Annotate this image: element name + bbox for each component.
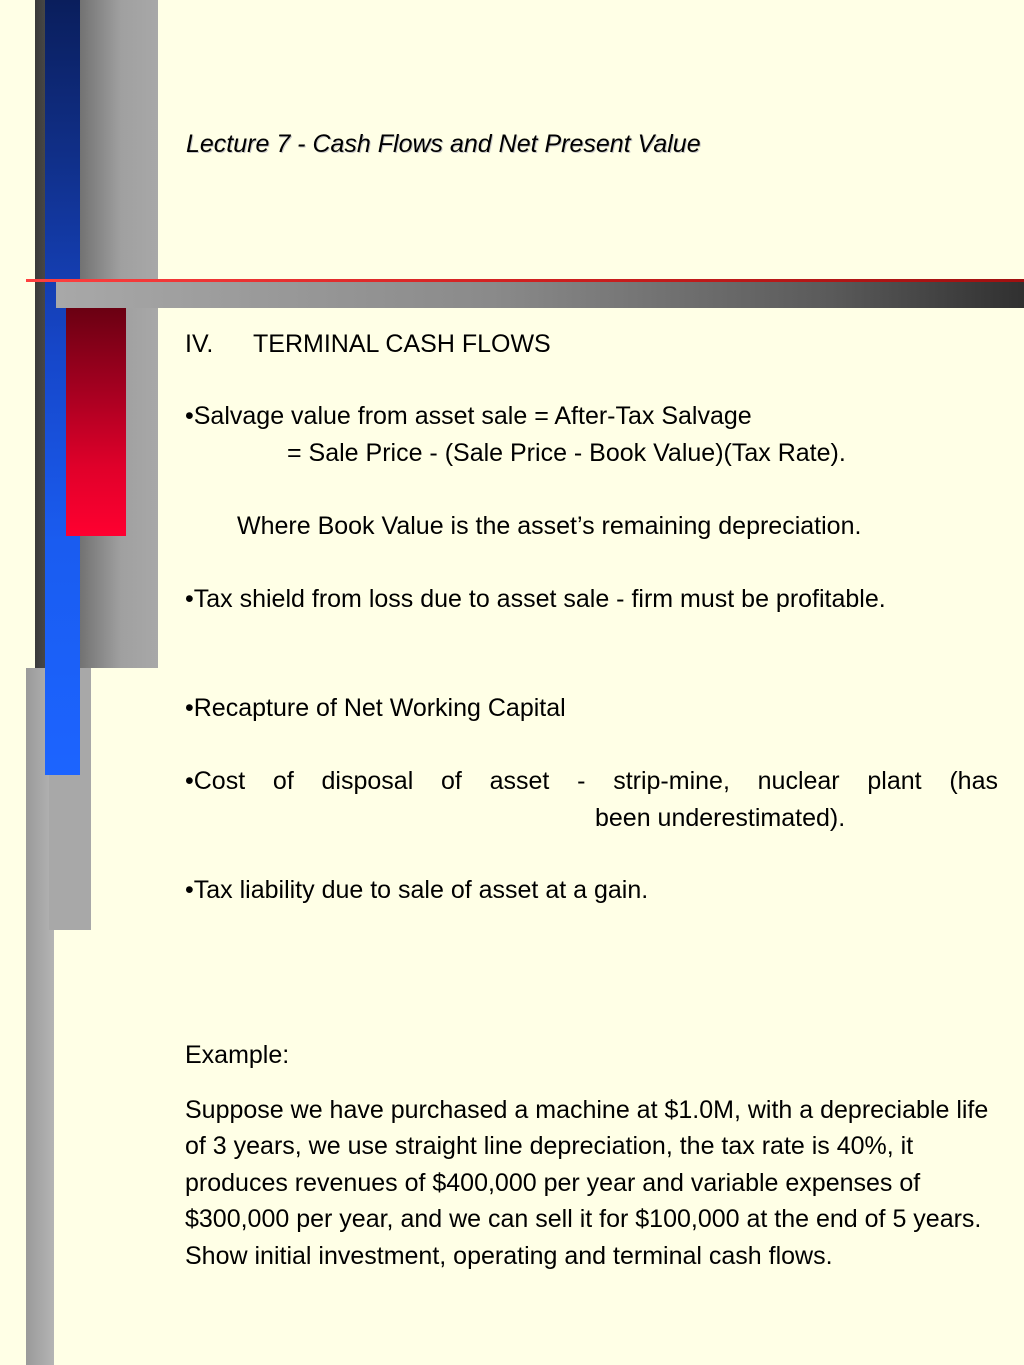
bullet-salvage-value (185, 398, 998, 472)
bullet-tax-shield: •Tax shield from loss due to asset sale - firm must be profitable. (185, 585, 886, 613)
salvage-line-1: •Salvage value from asset sale = After-Tax Salvage (185, 402, 752, 430)
bullet-net-working-capital: •Recapture of Net Working Capital (185, 694, 566, 722)
example-label: Example: (185, 1041, 290, 1069)
slide-title: Lecture 7 - Cash Flows and Net Present Value (186, 130, 701, 158)
section-heading-text: TERMINAL CASH FLOWS (253, 330, 551, 358)
bullet-tax-liability: •Tax liability due to sale of asset at a gain. (185, 876, 649, 904)
section-number: IV. (185, 330, 214, 358)
book-value-note: Where Book Value is the asset’s remaining depreciation. (237, 512, 862, 540)
example-paragraph: Suppose we have purchased a machine at $1.0M, with a depreciable life of 3 years, we use straight line depreciation, the tax rate is 40%, it produces revenues of $400,000 per year and variable expenses of $300,000 per year, and we can sell it for $100,000 at the end of 5 years. Show initial investment, operating and terminal cash flows. (185, 1096, 989, 1270)
salvage-line-2: = Sale Price - (Sale Price - Book Value)(Tax Rate). (287, 439, 846, 467)
bullet-disposal-cost-continuation: been underestimated). (595, 804, 846, 832)
section-heading (185, 326, 998, 363)
bullet-disposal-cost: •Cost of disposal of asset - strip-mine, nuclear plant (has (185, 767, 998, 795)
decorative-gray-band (56, 282, 1024, 308)
decorative-red-bar (66, 308, 126, 536)
